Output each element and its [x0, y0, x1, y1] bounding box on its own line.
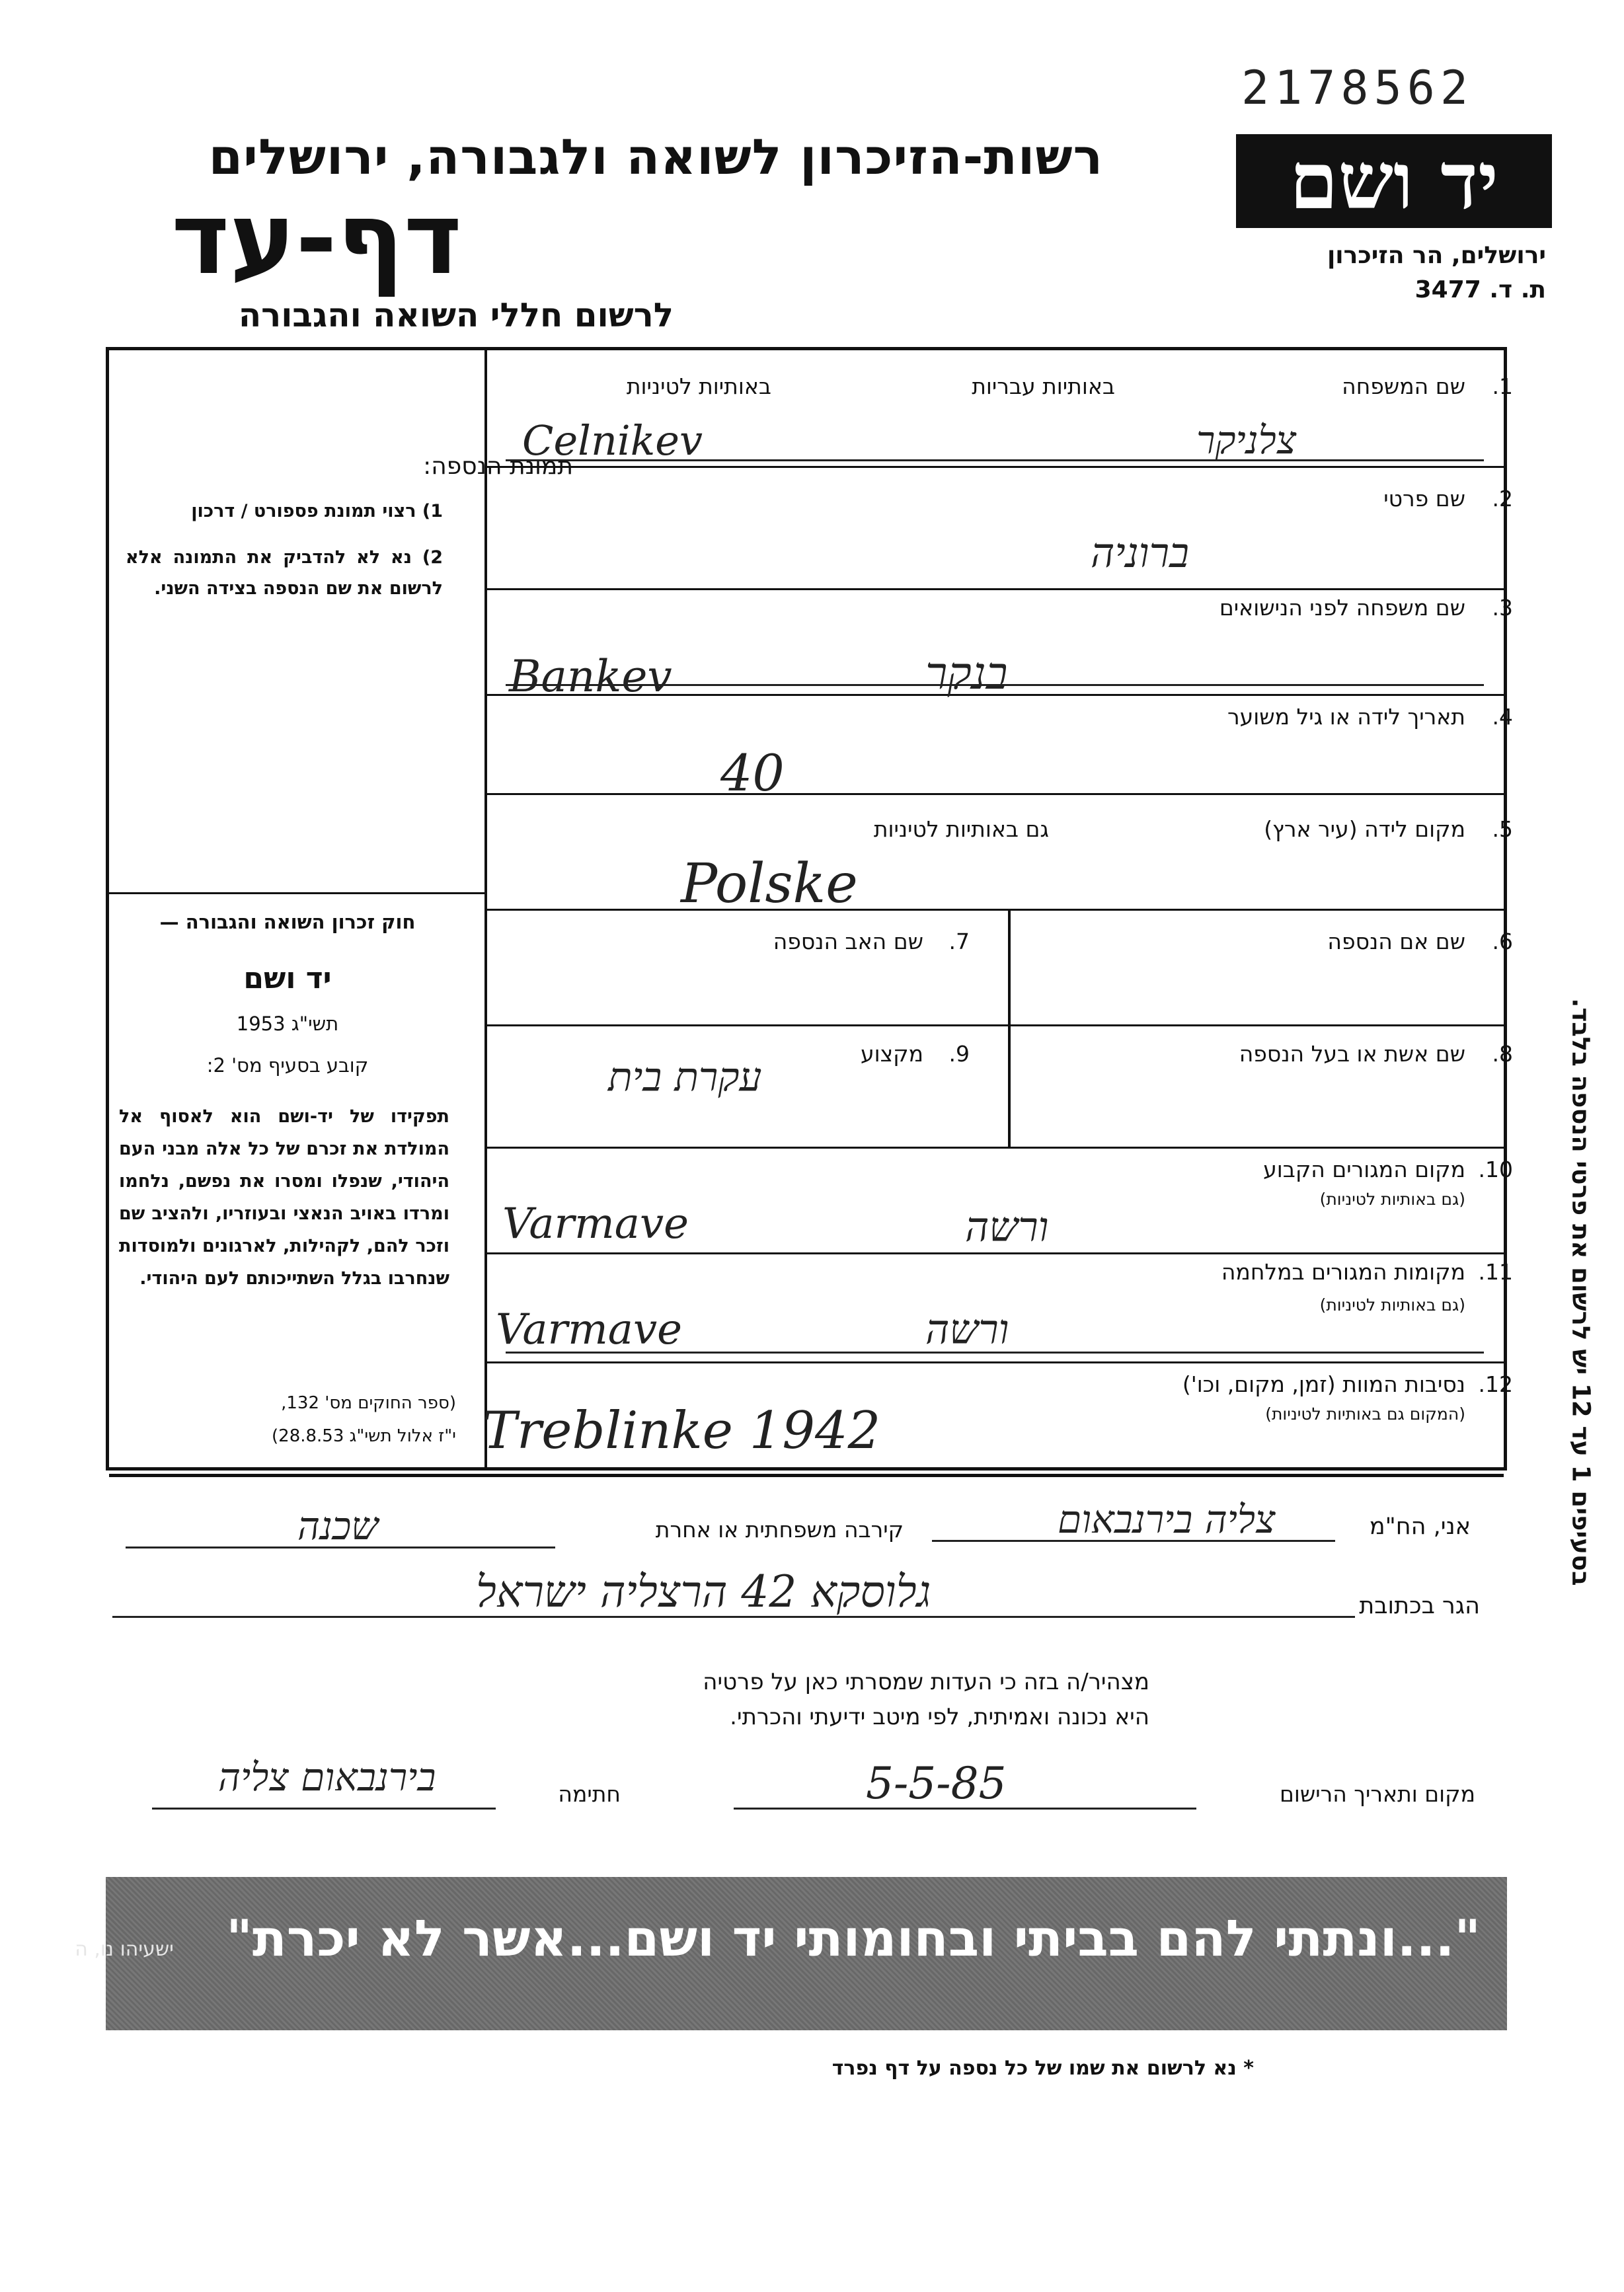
field-10-hebrew-value[interactable]: ורשה [965, 1203, 1049, 1251]
banner-quote: "...ונתתי להם בביתי ובחומותי יד ושם...אשר לא יכרת" [226, 1909, 1481, 1967]
field-10-note: (גם באותיות לטיניות) [1319, 1190, 1465, 1209]
field-6-label: שם אם הנספה [1327, 929, 1465, 954]
statement-line-2: היא נכונה ואמיתית, לפי מיטב ידיעתי והכרתי. [730, 1704, 1149, 1730]
row-separator [486, 466, 1504, 468]
left-box-divider [109, 892, 486, 894]
side-note: בסעיפים 1 עד 12 יש לרשום את פרטי הנספה בלבד. [1566, 998, 1596, 1586]
field-1-latin-value[interactable]: Celnikev [522, 416, 703, 465]
photo-instruction-2: 2) נא לא להדביק את התמונה אלא לרשום את שם הנספה בצידה השני. [126, 547, 443, 599]
quote-banner [75, 1877, 1507, 2030]
field-1-hebrew-value[interactable]: צלניקר [1196, 418, 1297, 463]
signature-value[interactable]: בירנבאום צליה [218, 1755, 436, 1800]
photo-box-title: תמונת הנספה: [423, 453, 573, 480]
field-5-value[interactable]: Polske [681, 853, 858, 915]
address-label: הגר בכתובת [1359, 1593, 1480, 1619]
field-11-hebrew-value[interactable]: ורשה [925, 1305, 1009, 1354]
field-10-number: 10. [1478, 1157, 1513, 1182]
place-date-label: מקום ותאריך הרישום [1279, 1781, 1475, 1807]
field-6-number: 6. [1492, 929, 1513, 954]
field-10-latin-value[interactable]: Varmave [502, 1200, 689, 1248]
relation-value[interactable]: שכנה [297, 1504, 379, 1548]
signature-label: חתימה [558, 1781, 621, 1807]
column-latin-header: באותיות לטיניות [626, 373, 771, 399]
footnote: * נא לרשום את שמו של כל נספה על דף נפרד [831, 2057, 1254, 2080]
field-2-hebrew-value[interactable]: ברוניה [1091, 529, 1189, 577]
row-separator [486, 793, 1504, 795]
field-7-number: 7. [948, 929, 970, 954]
field-11-note: (גם באותיות לטיניות) [1319, 1295, 1465, 1315]
field-11-number: 11. [1478, 1259, 1513, 1285]
field-5-note: גם באותיות לטיניות [873, 816, 1049, 842]
field-3-latin-value[interactable]: Bankev [509, 651, 672, 702]
field-5-label: מקום לידה (עיר ארץ) [1264, 816, 1465, 842]
logo-address: ירושלים, הר הזיכרון [1327, 242, 1546, 269]
law-source-2: י"ז אלול תשי"ג 28.8.53) [272, 1426, 456, 1446]
field-5-number: 5. [1492, 816, 1513, 842]
field-4-label: תאריך לידה או גיל משוער [1227, 704, 1465, 730]
law-section: קובע בסעיף מס' 2: [206, 1054, 369, 1077]
field-8-number: 8. [1492, 1041, 1513, 1067]
field-3-label: שם משפחה לפני הנישואים [1219, 595, 1465, 621]
field-2-label: שם פרטי [1383, 486, 1465, 512]
photo-instruction-1: 1) רצוי תמונת פספורט / דרכון [191, 501, 443, 521]
serial-number: 2178562 [1241, 61, 1474, 115]
signature-line [152, 1808, 496, 1810]
field-12-note: (המקום גם באותיות לטיניות) [1265, 1404, 1465, 1424]
place-date-value[interactable]: 5-5-85 [866, 1758, 1007, 1809]
law-title: חוק זכרון השואה והגבורה — [159, 911, 416, 933]
field-9-number: 9. [948, 1041, 970, 1067]
field-2-number: 2. [1492, 486, 1513, 512]
authority-title: רשות-הזיכרון לשואה ולגבורה, ירושלים [208, 129, 1103, 186]
form-bottom-rule [109, 1474, 1504, 1477]
field-12-number: 12. [1478, 1371, 1513, 1397]
page-subtitle: לרשום חללי השואה והגבורה [238, 296, 674, 334]
yad-vashem-logo: יד ושם [1236, 134, 1552, 228]
field-12-label: נסיבות המוות (זמן, מקום, וכו') [1182, 1371, 1465, 1397]
split-divider [1008, 1024, 1011, 1147]
law-text: תפקידו של יד-ושם הוא לאסוף אל המולדת את זכרם של כל אלה מבני העם היהודי, שנפלו ומסרו את נפשם, נלחמו ומרדו באויב הנאצי ובעוזריו, ולהציב שם וזכר להם, לקהילות, לארגונים ולמוסדות שנחרבו בגלל השתייכותם לעם היהודי. [119, 1106, 449, 1289]
field-1-number: 1. [1492, 373, 1513, 399]
field-3-number: 3. [1492, 595, 1513, 621]
row-separator [486, 1252, 1504, 1254]
row-separator [486, 1361, 1504, 1363]
relation-label: קירבה משפחתית או אחרת [655, 1517, 904, 1543]
law-yad-vashem: יד ושם [243, 962, 332, 995]
field-8-label: שם אשת או בעל הנספה [1239, 1041, 1465, 1067]
banner-source: ישעיהו נו, ה [75, 1938, 174, 1961]
page-title: דף-עד [171, 182, 462, 297]
address-value[interactable]: גלוסקא 42 הרצליה ישראל [476, 1566, 931, 1617]
field-1-label: שם המשפחה [1342, 373, 1465, 399]
row-separator [486, 909, 1504, 911]
row-separator [486, 588, 1504, 590]
field-10-label: מקום המגורים הקבוע [1263, 1157, 1465, 1182]
declarant-label: אני, הח"מ [1369, 1513, 1471, 1540]
banner-quote-row [75, 1909, 1481, 1967]
law-source-1: (ספר החוקים מס' 132, [281, 1393, 456, 1413]
column-hebrew-header: באותיות עבריות [972, 373, 1115, 399]
field-12-value[interactable]: Treblinke 1942 [483, 1401, 881, 1461]
field-9-value[interactable]: עקרת בית [608, 1054, 762, 1100]
field-7-label: שם האב הנספה [773, 929, 923, 954]
row-separator [486, 1024, 1504, 1026]
declarant-name[interactable]: צליה בירנבאום [1058, 1497, 1276, 1542]
statement-line-1: מצהיר/ה בזה כי העדות שמסרתי כאן על פרטיה [703, 1669, 1149, 1695]
field-4-value[interactable]: 40 [720, 744, 785, 802]
field-9-label: מקצוע [860, 1041, 923, 1067]
logo-po-box: ת. ד. 3477 [1414, 276, 1546, 303]
row-separator [486, 1147, 1504, 1149]
field-3-hebrew-value[interactable]: בנקר [925, 648, 1008, 700]
field-11-latin-value[interactable]: Varmave [496, 1305, 682, 1354]
field-4-number: 4. [1492, 704, 1513, 730]
field-11-label: מקומות המגורים במלחמה [1221, 1259, 1465, 1285]
law-year: תשי"ג 1953 [236, 1012, 339, 1035]
split-divider [1008, 909, 1011, 1024]
